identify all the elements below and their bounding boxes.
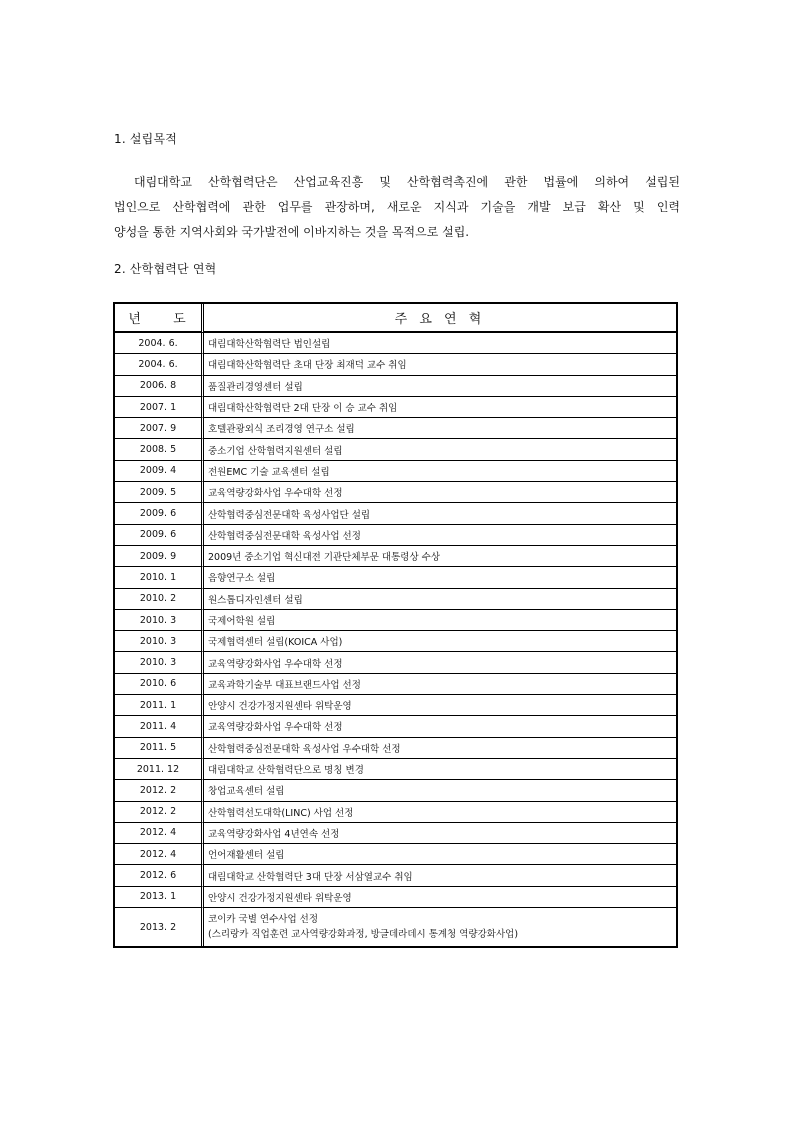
year-cell: 2004. 6.	[115, 354, 204, 375]
table-row	[115, 695, 676, 716]
year-cell: 2010. 3	[115, 610, 204, 631]
event-cell	[204, 908, 676, 946]
paragraph-line: 법인으로 산학협력에 관한 업무를 관장하며, 새로운 지식과 기술을 개발 보급 확산 및 인력	[114, 200, 680, 214]
year-cell: 2011. 5	[115, 738, 204, 759]
year-cell: 2010. 3	[115, 652, 204, 673]
year-cell: 2009. 4	[115, 461, 204, 482]
year-cell: 2012. 6	[115, 865, 204, 886]
event-cell: 대림대학교 산학협력단으로 명칭 변경	[204, 759, 676, 780]
table-row	[115, 652, 676, 673]
event-cell: 2009년 중소기업 혁신대전 기관단체부문 대통령상 수상	[204, 546, 676, 567]
paragraph-line: 양성을 통한 지역사회와 국가발전에 이바지하는 것을 목적으로 설립.	[114, 225, 470, 239]
year-cell: 2013. 2	[115, 908, 204, 946]
year-cell: 2009. 5	[115, 482, 204, 503]
table-row	[115, 674, 676, 695]
history-table	[113, 302, 678, 948]
table-row	[115, 482, 676, 503]
event-cell: 교육역량강화사업 우수대학 선정	[204, 652, 676, 673]
event-line: (스리랑카 직업훈련 교사역량강화과정, 방글데라데시 통계청 역량강화사업)	[208, 929, 519, 941]
table-row	[115, 589, 676, 610]
table-row	[115, 418, 676, 439]
year-cell: 2008. 5	[115, 439, 204, 460]
event-cell: 전원EMC 기술 교육센터 설립	[204, 461, 676, 482]
event-column-header: 주 요 연 혁	[204, 304, 676, 333]
year-cell: 2010. 6	[115, 674, 204, 695]
event-cell: 품질관리경영센터 설립	[204, 376, 676, 397]
table-row	[115, 376, 676, 397]
event-cell: 교육역량강화사업 4년연속 선정	[204, 823, 676, 844]
table-row	[115, 759, 676, 780]
year-cell: 2012. 4	[115, 844, 204, 865]
table-row	[115, 780, 676, 801]
event-cell: 산학협력중심전문대학 육성사업단 설립	[204, 503, 676, 524]
table-row	[115, 567, 676, 588]
table-row	[115, 333, 676, 354]
year-cell: 2012. 2	[115, 802, 204, 823]
table-row	[115, 631, 676, 652]
table-row	[115, 716, 676, 737]
table-row	[115, 738, 676, 759]
event-cell: 대림대학교 산학협력단 3대 단장 서삼열교수 취임	[204, 865, 676, 886]
table-row	[115, 397, 676, 418]
table-row	[115, 865, 676, 886]
table-row	[115, 439, 676, 460]
section-1-heading: 1. 설립목적	[114, 132, 178, 146]
event-cell: 안양시 건강가정지원센타 위탁운영	[204, 887, 676, 908]
year-cell: 2011. 1	[115, 695, 204, 716]
event-cell: 산학협력선도대학(LINC) 사업 선정	[204, 802, 676, 823]
table-row	[115, 461, 676, 482]
event-cell: 교육역량강화사업 우수대학 선정	[204, 716, 676, 737]
year-cell: 2010. 2	[115, 589, 204, 610]
year-cell: 2012. 4	[115, 823, 204, 844]
year-cell: 2009. 6	[115, 525, 204, 546]
event-cell: 교육과학기술부 대표브랜드사업 선정	[204, 674, 676, 695]
table-row	[115, 887, 676, 908]
table-row	[115, 354, 676, 375]
event-cell: 국제어학원 설립	[204, 610, 676, 631]
year-cell: 2009. 6	[115, 503, 204, 524]
event-cell: 대림대학산학협력단 법인설립	[204, 333, 676, 354]
table-header-row	[115, 304, 676, 333]
event-cell: 호텔관광외식 조리경영 연구소 설립	[204, 418, 676, 439]
event-cell: 원스톱디자인센터 설립	[204, 589, 676, 610]
event-cell: 교육역량강화사업 우수대학 선정	[204, 482, 676, 503]
table-row	[115, 844, 676, 865]
history-rows	[115, 333, 676, 946]
event-cell: 언어재활센터 설립	[204, 844, 676, 865]
event-cell: 산학협력중심전문대학 육성사업 우수대학 선정	[204, 738, 676, 759]
purpose-paragraph	[114, 170, 680, 245]
event-cell: 중소기업 산학협력지원센터 설립	[204, 439, 676, 460]
event-cell: 대림대학산학협력단 초대 단장 최재덕 교수 취임	[204, 354, 676, 375]
event-cell: 국제협력센터 설립(KOICA 사업)	[204, 631, 676, 652]
table-row	[115, 546, 676, 567]
table-row	[115, 525, 676, 546]
year-cell: 2009. 9	[115, 546, 204, 567]
year-cell: 2011. 12	[115, 759, 204, 780]
year-cell: 2012. 2	[115, 780, 204, 801]
event-cell: 음향연구소 설립	[204, 567, 676, 588]
year-column-header: 년 도	[115, 304, 204, 333]
event-cell: 대림대학산학협력단 2대 단장 이 승 교수 취임	[204, 397, 676, 418]
event-cell: 창업교육센터 설립	[204, 780, 676, 801]
event-line: 코이카 국별 연수사업 선정	[208, 914, 319, 926]
year-cell: 2010. 3	[115, 631, 204, 652]
year-cell: 2013. 1	[115, 887, 204, 908]
year-cell: 2006. 8	[115, 376, 204, 397]
table-row	[115, 802, 676, 823]
table-row	[115, 503, 676, 524]
year-cell: 2004. 6.	[115, 333, 204, 354]
table-row	[115, 908, 676, 946]
year-cell: 2010. 1	[115, 567, 204, 588]
year-cell: 2007. 1	[115, 397, 204, 418]
event-cell: 안양시 건강가정지원센타 위탁운영	[204, 695, 676, 716]
section-2-heading: 2. 산학협력단 연혁	[114, 262, 217, 276]
paragraph-line: 대림대학교 산학협력단은 산업교육진흥 및 산학협력촉진에 관한 법률에 의하여 설립된	[134, 175, 680, 189]
table-row	[115, 823, 676, 844]
year-cell: 2011. 4	[115, 716, 204, 737]
year-cell: 2007. 9	[115, 418, 204, 439]
event-cell: 산학협력중심전문대학 육성사업 선정	[204, 525, 676, 546]
table-row	[115, 610, 676, 631]
